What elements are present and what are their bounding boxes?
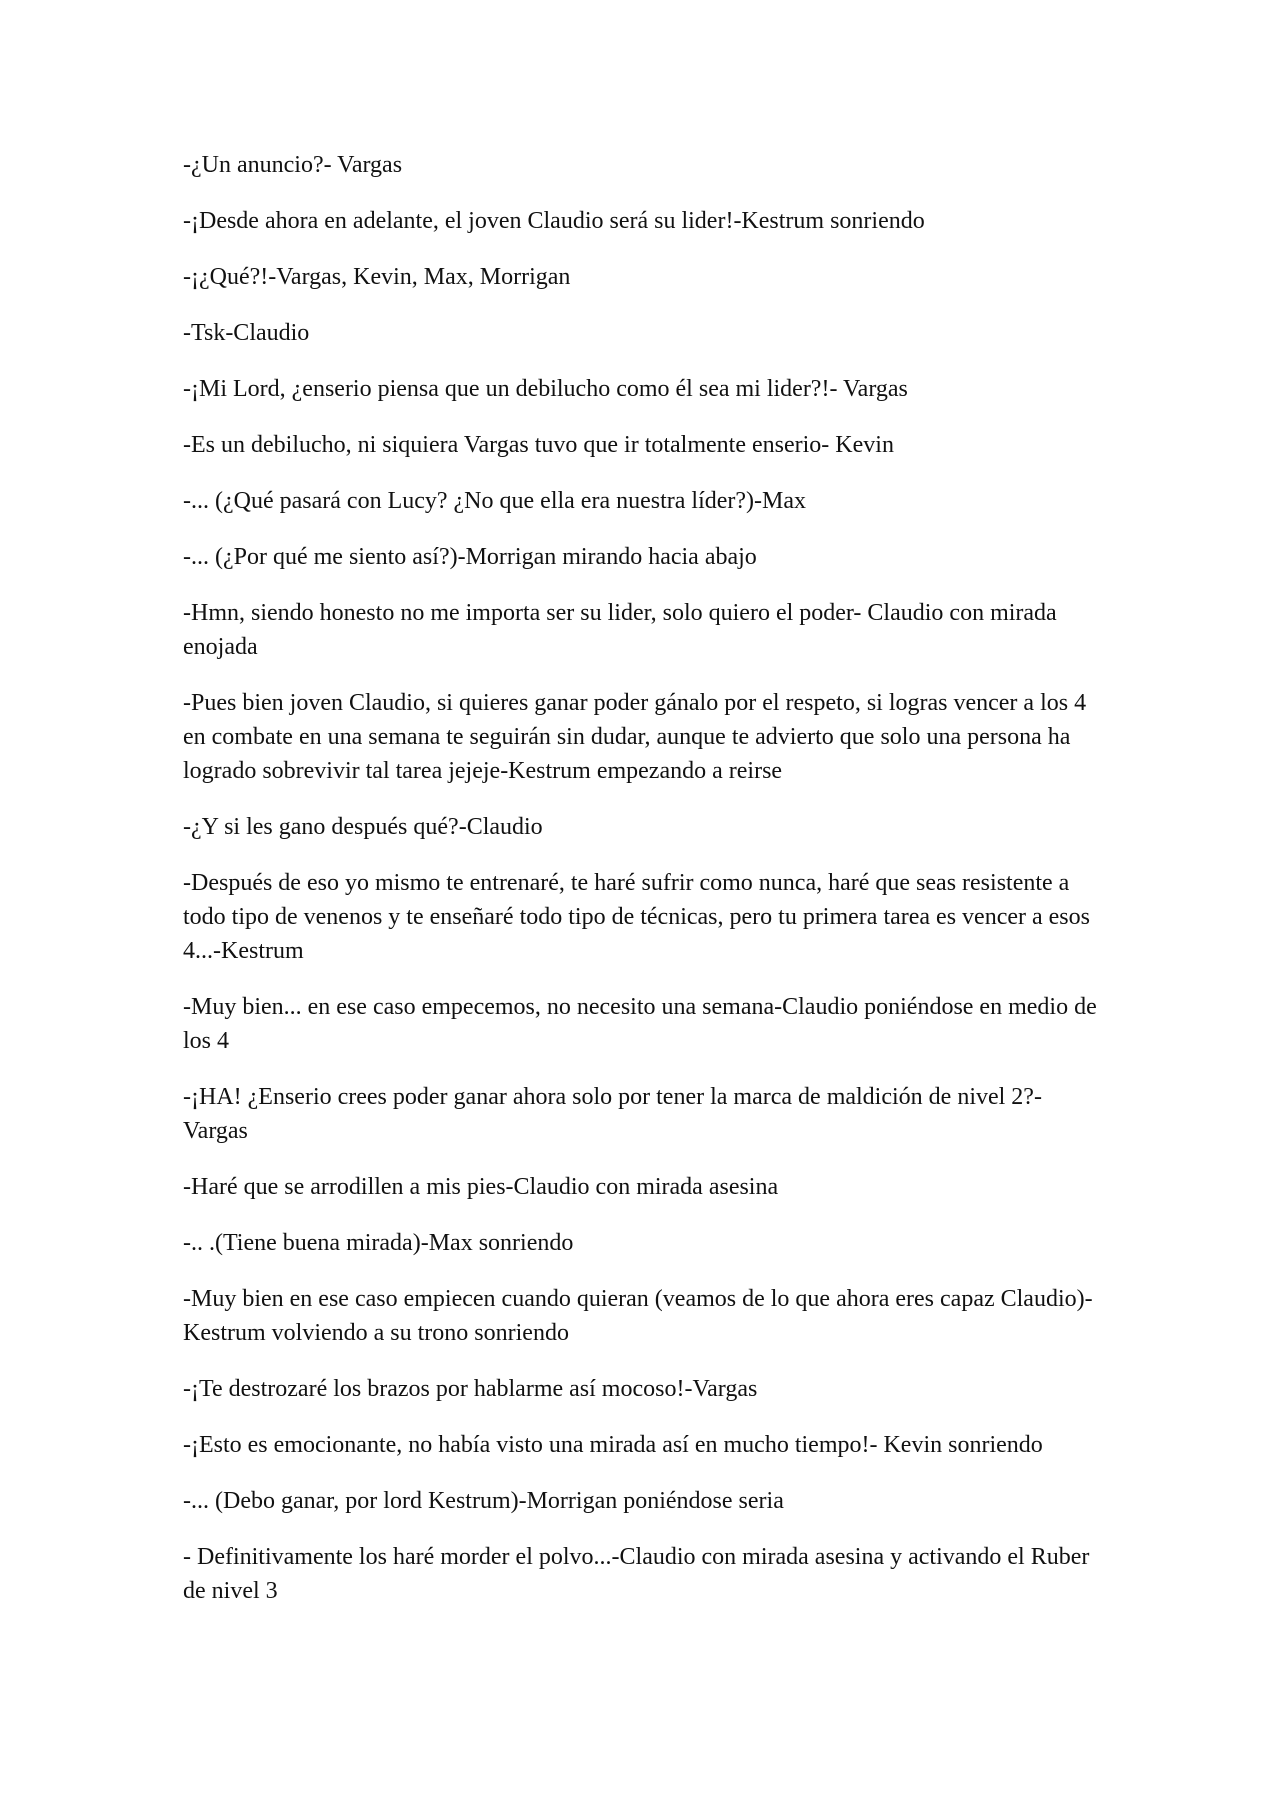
paragraph: -... (Debo ganar, por lord Kestrum)-Morrigan poniéndose seria [183,1488,784,1514]
paragraph: -¡Desde ahora en adelante, el joven Claudio será su lider!-Kestrum sonriendo [183,208,925,234]
paragraph: -¿Y si les gano después qué?-Claudio [183,814,543,840]
paragraph: -¡Esto es emocionante, no había visto una mirada así en mucho tiempo!- Kevin sonriendo [183,1432,1043,1458]
paragraph: -.. .(Tiene buena mirada)-Max sonriendo [183,1230,574,1256]
paragraph: -Muy bien... en ese caso empecemos, no necesito una semana-Claudio poniéndose en medio de los 4 [183,994,1097,1054]
paragraph: -Es un debilucho, ni siquiera Vargas tuvo que ir totalmente enserio- Kevin [183,432,894,458]
paragraph: -Después de eso yo mismo te entrenaré, te haré sufrir como nunca, haré que seas resistente a todo tipo de venenos y te enseñaré todo tipo de técnicas, pero tu primera tarea es vencer a esos 4...-Kestrum [183,870,1090,964]
paragraph: -Hmn, siendo honesto no me importa ser su lider, solo quiero el poder- Claudio con mirada enojada [183,600,1057,660]
paragraph: -¡HA! ¿Enserio crees poder ganar ahora solo por tener la marca de maldición de nivel 2?-Vargas [183,1084,1042,1144]
paragraph: -¿Un anuncio?- Vargas [183,152,403,178]
paragraph: -Tsk-Claudio [183,320,310,346]
paragraph: - Definitivamente los haré morder el polvo...-Claudio con mirada asesina y activando el Ruber de nivel 3 [183,1544,1090,1604]
paragraph: -¡Mi Lord, ¿enserio piensa que un debilucho como él sea mi lider?!- Vargas [183,376,908,402]
paragraph: -Muy bien en ese caso empiecen cuando quieran (veamos de lo que ahora eres capaz Claudio)-Kestrum volviendo a su trono sonriendo [183,1286,1093,1346]
paragraph: -Haré que se arrodillen a mis pies-Claudio con mirada asesina [183,1174,779,1200]
document-body [183,148,1103,1630]
paragraph: -¡Te destrozaré los brazos por hablarme así mocoso!-Vargas [183,1376,758,1402]
paragraph: -¡¿Qué?!-Vargas, Kevin, Max, Morrigan [183,264,571,290]
paragraph: -... (¿Por qué me siento así?)-Morrigan mirando hacia abajo [183,544,757,570]
paragraph: -... (¿Qué pasará con Lucy? ¿No que ella era nuestra líder?)-Max [183,488,807,514]
paragraph: -Pues bien joven Claudio, si quieres ganar poder gánalo por el respeto, si logras vencer a los 4 en combate en una semana te seguirán sin dudar, aunque te advierto que solo una persona ha logrado sobrevivir tal tarea jejeje-Kestrum empezando a reirse [183,690,1087,784]
